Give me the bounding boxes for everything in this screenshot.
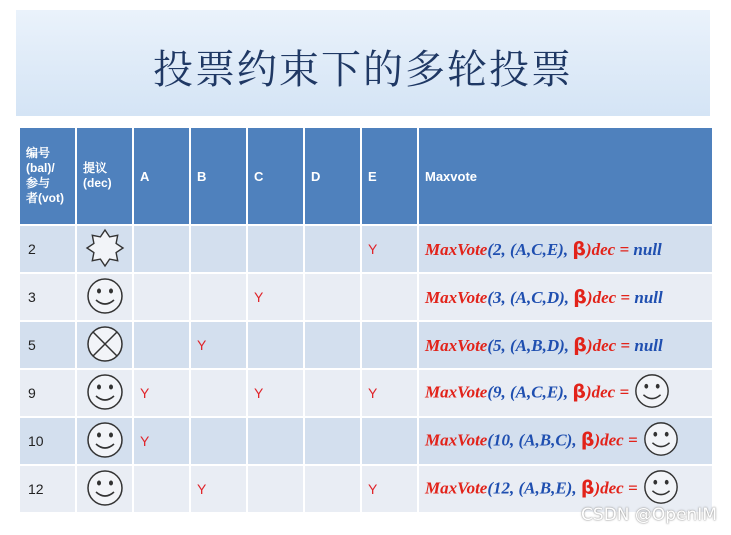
ballot-number: 10 [19,417,76,465]
maxvote-beta: β [573,334,587,356]
vote-d [304,417,361,465]
smiley-icon [633,372,671,410]
proposal-cell [76,465,133,513]
smiley-icon [85,468,125,508]
maxvote-dec: )dec = [585,381,634,401]
vote-e [361,417,418,465]
vote-d [304,369,361,417]
maxvote-name: MaxVote [425,381,488,401]
watermark: CSDN @OpenIM [581,505,717,525]
table-row [19,369,713,417]
vote-b: Y [190,465,247,513]
maxvote-args: (10, (A,B,C), [487,429,581,449]
header-a: A [133,127,190,225]
maxvote-name: MaxVote [425,429,488,449]
smiley-icon [85,276,125,316]
maxvote-result [633,372,671,415]
ballot-number: 3 [19,273,76,321]
ballot-number: 12 [19,465,76,513]
vote-d [304,321,361,369]
vote-c: Y [247,273,304,321]
vote-a [133,273,190,321]
smiley-icon [642,468,680,506]
maxvote-cell [418,273,713,321]
maxvote-dec: )dec = [586,336,635,355]
maxvote-beta: β [573,286,587,308]
header-bal-line4: 者(vot) [26,191,64,205]
maxvote-args: (5, (A,B,D), [487,336,574,355]
maxvote-beta: β [580,427,595,450]
vote-e [361,273,418,321]
header-e: E [361,127,418,225]
proposal-cell [76,417,133,465]
vote-b [190,369,247,417]
vote-c [247,321,304,369]
vote-b [190,273,247,321]
vote-a: Y [133,417,190,465]
ballot-number: 2 [19,225,76,273]
ballot-table [18,126,714,514]
vote-e: Y [361,465,418,513]
ballot-number: 9 [19,369,76,417]
table-row [19,417,713,465]
maxvote-args: (12, (A,B,E), [487,477,581,497]
header-c: C [247,127,304,225]
proposal-cell [76,369,133,417]
vote-d [304,465,361,513]
ballot-number: 5 [19,321,76,369]
maxvote-result [642,420,680,463]
header-dec-line2: (dec) [83,176,112,190]
maxvote-name: MaxVote [425,336,488,355]
smiley-icon [85,420,125,460]
maxvote-cell [418,225,713,273]
maxvote-args: (2, (A,C,E), [487,240,573,259]
title-band [16,10,710,116]
maxvote-beta: β [572,238,586,260]
maxvote-cell [418,417,713,465]
slide-title: 投票约束下的多轮投票 [153,47,573,93]
maxvote-null: null [634,288,663,307]
cross-circle-icon [85,324,125,364]
maxvote-dec: )dec = [594,477,642,497]
header-bal [19,127,76,225]
maxvote-name: MaxVote [425,288,488,307]
proposal-cell [76,273,133,321]
maxvote-beta: β [572,379,586,402]
table-row [19,273,713,321]
header-bal-line1: 编号 [26,146,51,160]
vote-c [247,465,304,513]
header-maxvote: Maxvote [418,127,713,225]
vote-b [190,417,247,465]
vote-d [304,225,361,273]
maxvote-dec: )dec = [594,429,642,449]
vote-a [133,465,190,513]
vote-b: Y [190,321,247,369]
maxvote-null: null [634,336,663,355]
vote-e: Y [361,369,418,417]
maxvote-name: MaxVote [425,240,488,259]
header-dec [76,127,133,225]
vote-b [190,225,247,273]
header-b: B [190,127,247,225]
header-bal-line3: 参与 [26,176,51,190]
maxvote-cell [418,369,713,417]
vote-c: Y [247,369,304,417]
vote-a [133,321,190,369]
maxvote-args: (9, (A,C,E), [487,381,573,401]
smiley-icon [85,372,125,412]
header-dec-line1: 提议 [83,161,108,175]
header-d: D [304,127,361,225]
vote-e: Y [361,225,418,273]
proposal-cell [76,321,133,369]
vote-c [247,417,304,465]
star-icon [85,228,125,268]
header-bal-line2: (bal)/ [26,161,55,175]
maxvote-null: null [633,240,662,259]
table-row [19,225,713,273]
table-row [19,321,713,369]
vote-e [361,321,418,369]
proposal-cell [76,225,133,273]
maxvote-args: (3, (A,C,D), [487,288,574,307]
maxvote-name: MaxVote [425,477,488,497]
maxvote-dec: )dec = [585,240,634,259]
vote-d [304,273,361,321]
maxvote-cell [418,321,713,369]
header-row [19,127,713,225]
vote-c [247,225,304,273]
vote-a: Y [133,369,190,417]
maxvote-beta: β [580,475,595,498]
maxvote-dec: )dec = [586,288,635,307]
vote-a [133,225,190,273]
smiley-icon [642,420,680,458]
